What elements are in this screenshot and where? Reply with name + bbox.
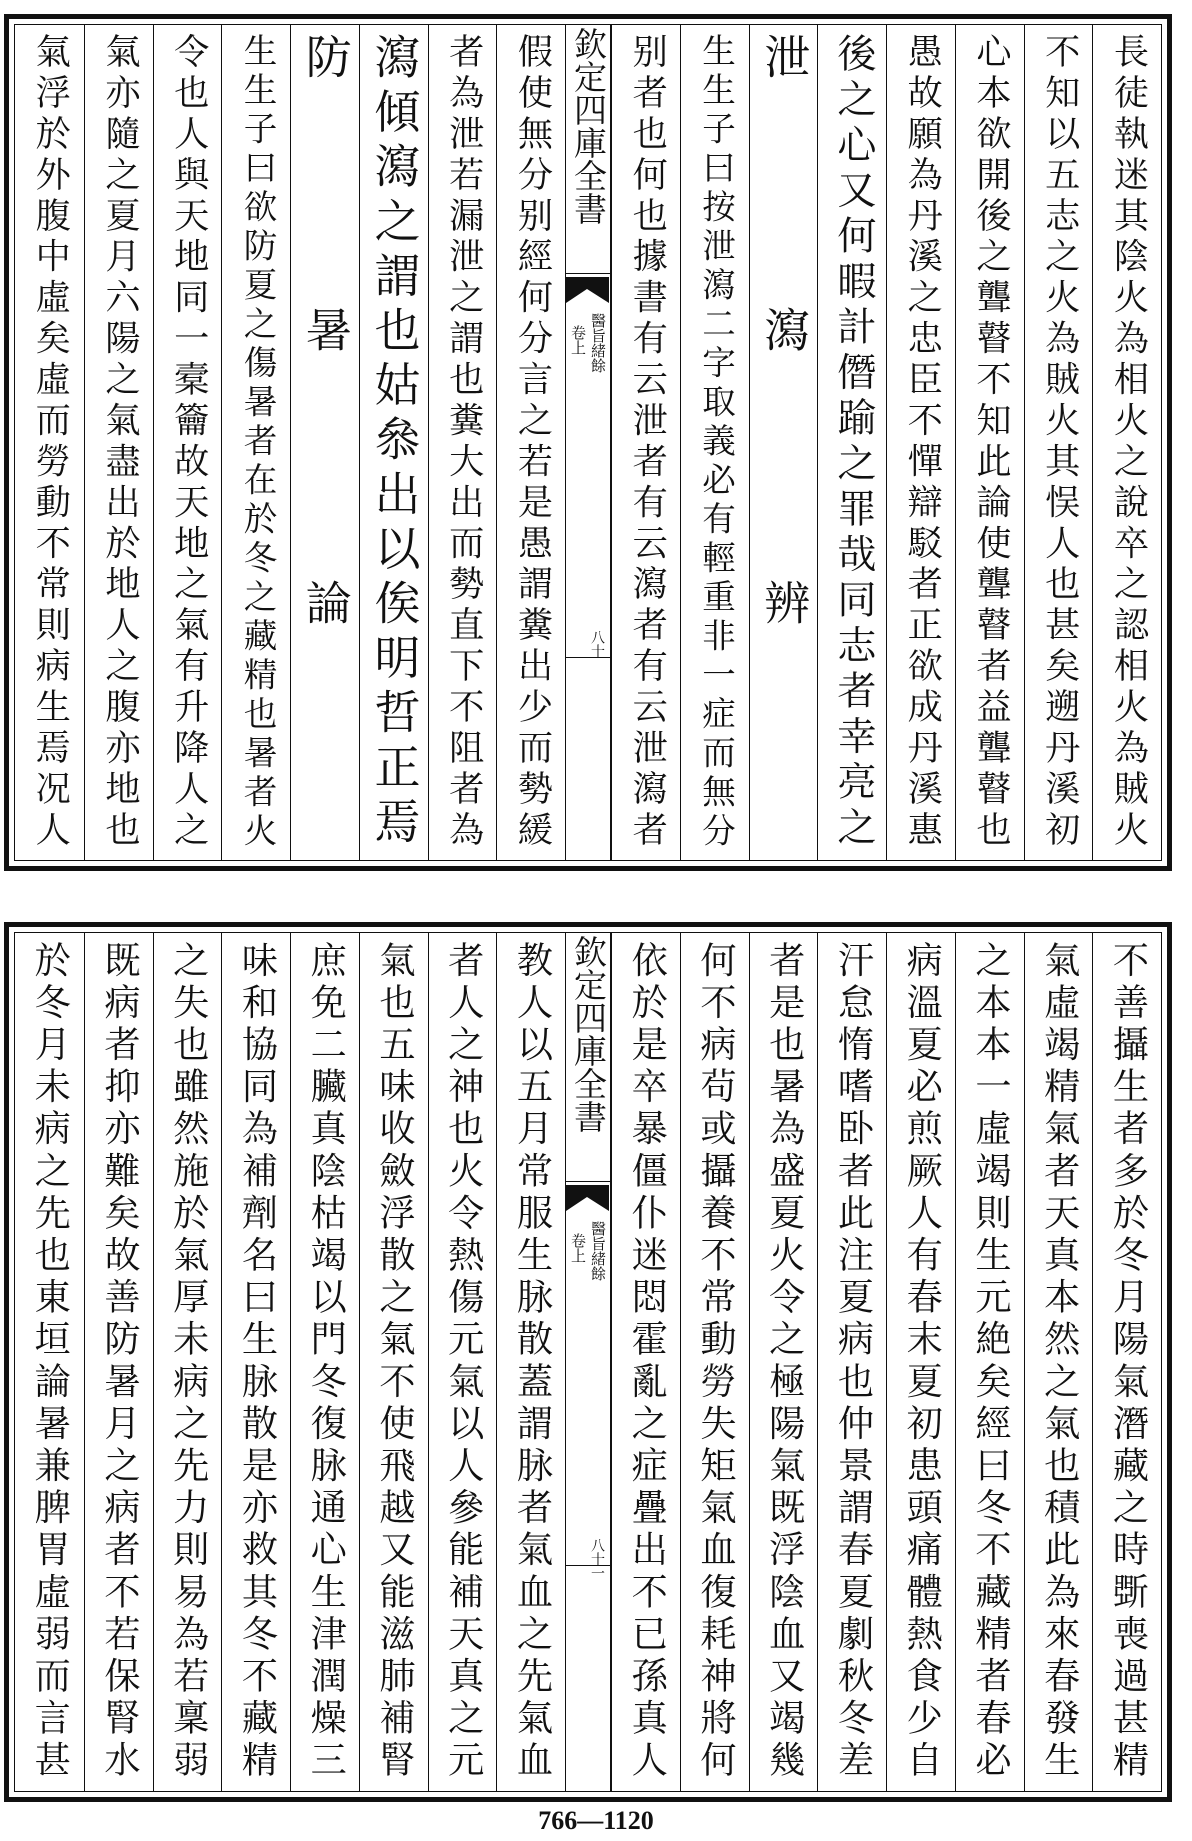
top-text-column (749, 25, 818, 860)
bottom-text-column (84, 933, 153, 1791)
bottom-text-column (15, 933, 84, 1791)
bottom-column-text: 既病者抑亦難矣故善防暑月之病者不若保腎水 (98, 941, 142, 1783)
spine-rule (566, 1565, 610, 1566)
top-text-column (817, 25, 886, 860)
top-column-text: 别者也何也據書有云泄者有云瀉者有云泄瀉者 (626, 33, 668, 852)
bottom-page-frame (14, 932, 1162, 1792)
bottom-text-column (290, 933, 359, 1791)
bottom-column-text: 之失也雖然施於氣厚未病之先力則易為若稟弱 (167, 941, 211, 1783)
bottom-column-text: 味和協同為補劑名曰生脉散是亦救其冬不藏精 (236, 941, 279, 1783)
bottom-column-text: 庶免二臟真陰枯竭以門冬復脉通心生津潤燥三 (304, 941, 348, 1783)
book-title: 醫旨緒餘 (589, 1221, 607, 1281)
bottom-column-text: 何不病茍或攝養不常動勞失矩氣血復耗神將何 (694, 941, 738, 1783)
bottom-text-column (1024, 933, 1093, 1791)
page-number: 八十一 (589, 1538, 605, 1580)
bottom-text-column (611, 933, 680, 1791)
bottom-text-column (749, 933, 818, 1791)
volume-label: 卷上 (569, 325, 587, 355)
top-text-column (359, 25, 428, 860)
bottom-column-text: 氣虛竭精氣者天真本然之氣也積此為來春發生 (1038, 941, 1082, 1783)
top-column-text: 氣亦隨之夏月六陽之氣盡出於地人之腹亦地也 (99, 33, 141, 852)
top-column-text: 氣浮於外腹中虛矣虛而勞動不常則病生焉况人 (29, 33, 71, 852)
top-text-column (153, 25, 222, 860)
bottom-text-column (221, 933, 290, 1791)
top-column-text: 瀉傾瀉之謂也姑叅出以俟明哲正焉 (367, 33, 422, 852)
top-column-text: 長徒執迷其陰火為相火之說卒之認相火為賊火 (1108, 33, 1149, 852)
top-center-spine (565, 25, 611, 860)
collection-title: 欽定四庫全書 (569, 935, 608, 1133)
top-text-column (84, 25, 153, 860)
bottom-text-column (817, 933, 886, 1791)
bottom-column-text: 汗怠惰嗜卧者此注夏病也仲景謂春夏劇秋冬差 (832, 941, 875, 1783)
top-column-text: 愚故願為丹溪之忠臣不憚辯駁者正欲成丹溪惠 (901, 33, 943, 852)
collection-title: 欽定四庫全書 (569, 27, 608, 225)
bottom-column-text: 者人之神也火令熱傷元氣以人參能補天真之元 (442, 941, 486, 1783)
catalog-code: 766—1120 (538, 1806, 654, 1835)
bottom-column-text: 氣也五味收斂浮散之氣不使飛越又能滋肺補腎 (373, 941, 417, 1783)
top-column-text: 防暑論 (298, 33, 353, 852)
bottom-text-column (1092, 933, 1161, 1791)
bottom-column-text: 者是也暑為盛夏火令之極陽氣既浮陰血又竭幾 (763, 941, 807, 1783)
spine-rule (566, 657, 610, 658)
bottom-text-column (359, 933, 428, 1791)
volume-label: 卷上 (569, 1233, 587, 1263)
top-text-column (15, 25, 84, 860)
top-text-column (496, 25, 565, 860)
top-column-text: 生生子曰按泄瀉二字取義必有輕重非一症而無分 (696, 33, 736, 852)
spine-rule (566, 273, 610, 274)
bottom-column-text: 之本本一虛竭則生元絶矣經曰冬不藏精者春必 (969, 941, 1013, 1783)
bottom-text-column (428, 933, 497, 1791)
top-column-text: 假使無分别經何分言之若是愚謂糞出少而勢緩 (512, 33, 553, 852)
fish-tail-ornament-icon (566, 1185, 609, 1211)
top-column-text: 不知以五志之火為賊火其悮人也甚矣遡丹溪初 (1039, 33, 1081, 852)
bottom-text-column (955, 933, 1024, 1791)
top-text-column (955, 25, 1024, 860)
bottom-text-column (680, 933, 749, 1791)
top-column-text: 生生子曰欲防夏之傷暑者在於冬之藏精也暑者火 (238, 33, 277, 852)
bottom-column-text: 依於是卒暴僵仆迷悶霍亂之症疊出不已孫真人 (625, 941, 669, 1783)
top-text-column (1024, 25, 1093, 860)
bottom-text-column (153, 933, 222, 1791)
top-text-column (221, 25, 290, 860)
top-text-column (428, 25, 497, 860)
top-column-text: 心本欲開後之聾瞽不知此論使聾瞽者益聾瞽也 (970, 33, 1012, 852)
bottom-column-text: 病溫夏必煎厥人有春末夏初患頭痛體熱食少自 (900, 941, 944, 1783)
page-number: 八十 (589, 630, 605, 658)
book-title: 醫旨緒餘 (589, 313, 607, 373)
top-page-frame (14, 24, 1162, 861)
bottom-column-text: 不善攝生者多於冬月陽氣潛藏之時斲喪過甚精 (1107, 941, 1150, 1783)
bottom-column-text: 於冬月未病之先也東垣論暑兼脾胃虛弱而言甚 (28, 941, 72, 1783)
fish-tail-ornament-icon (566, 277, 609, 303)
top-column-text: 令也人與天地同一槖籥故天地之氣有升降人之 (168, 33, 210, 852)
bottom-center-spine (565, 933, 611, 1791)
bottom-text-column (886, 933, 955, 1791)
top-text-column (680, 25, 749, 860)
top-text-column (290, 25, 359, 860)
top-text-column (886, 25, 955, 860)
top-text-column (611, 25, 680, 860)
top-text-column (1092, 25, 1161, 860)
top-column-text: 者為泄若漏泄之謂也糞大出而勢直下不阻者為 (443, 33, 485, 852)
bottom-column-text: 教人以五月常服生脉散蓋謂脉者氣血之先氣血 (511, 941, 554, 1783)
top-page (4, 14, 1172, 871)
spine-rule (566, 1181, 610, 1182)
bottom-text-column (496, 933, 565, 1791)
bottom-page (4, 922, 1172, 1802)
top-column-text: 泄瀉辨 (757, 33, 812, 852)
top-column-text: 後之心又何暇計僭踰之罪哉同志者幸亮之 (831, 33, 876, 852)
